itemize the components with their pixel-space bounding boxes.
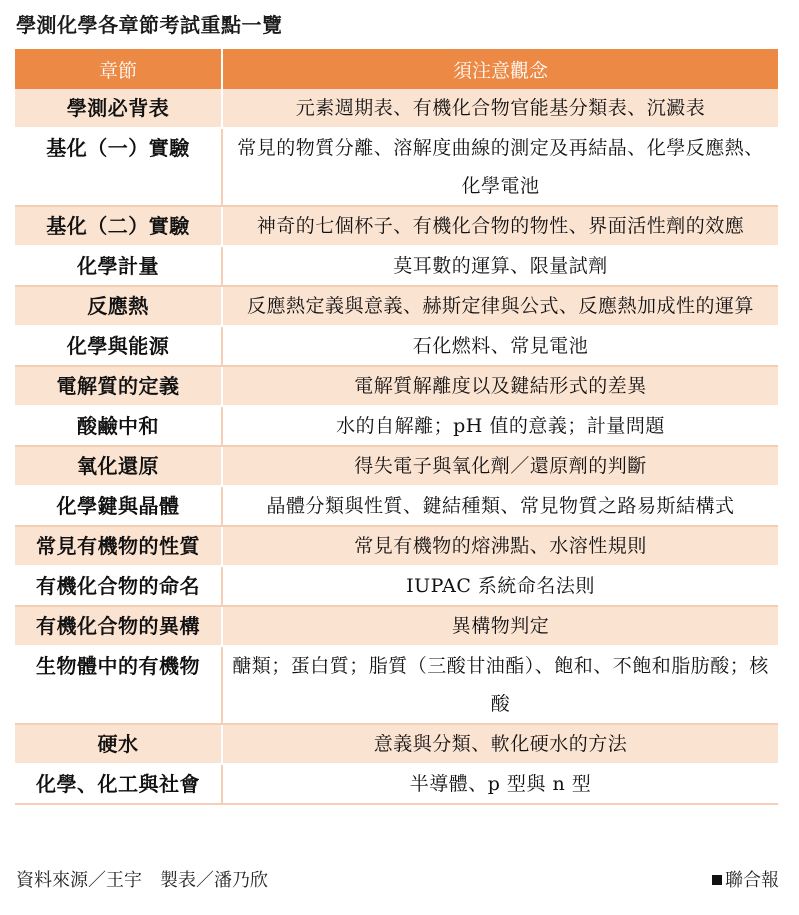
concept-cell: 水的自解離；pH 值的意義；計量問題 xyxy=(222,406,778,446)
table-row xyxy=(15,446,778,486)
table-row xyxy=(15,606,778,646)
column-header-chapter: 章節 xyxy=(15,49,222,89)
chapter-cell: 酸鹼中和 xyxy=(15,406,222,446)
topics-table xyxy=(15,49,778,805)
table-row xyxy=(15,526,778,566)
chapter-cell: 生物體中的有機物 xyxy=(15,646,222,724)
chapter-cell: 基化（二）實驗 xyxy=(15,206,222,246)
topics-table-container xyxy=(15,49,778,805)
chapter-cell: 化學鍵與晶體 xyxy=(15,486,222,526)
table-row xyxy=(15,326,778,366)
table-row xyxy=(15,406,778,446)
table-row xyxy=(15,566,778,606)
concept-cell: 莫耳數的運算、限量試劑 xyxy=(222,246,778,286)
chapter-cell: 化學與能源 xyxy=(15,326,222,366)
chapter-cell: 化學計量 xyxy=(15,246,222,286)
table-header-row xyxy=(15,49,778,89)
chapter-cell: 氧化還原 xyxy=(15,446,222,486)
chapter-cell: 化學、化工與社會 xyxy=(15,764,222,804)
concept-cell: 異構物判定 xyxy=(222,606,778,646)
concept-cell: 得失電子與氧化劑／還原劑的判斷 xyxy=(222,446,778,486)
publisher-name: 聯合報 xyxy=(725,870,779,891)
concept-cell: 晶體分類與性質、鍵結種類、常見物質之路易斯結構式 xyxy=(222,486,778,526)
concept-cell: 反應熱定義與意義、赫斯定律與公式、反應熱加成性的運算 xyxy=(222,286,778,326)
chapter-cell: 硬水 xyxy=(15,724,222,764)
table-row xyxy=(15,246,778,286)
concept-cell: 常見的物質分離、溶解度曲線的測定及再結晶、化學反應熱、化學電池 xyxy=(222,128,778,206)
concept-cell: 電解質解離度以及鍵結形式的差異 xyxy=(222,366,778,406)
source-credit: 資料來源／王宇 製表／潘乃欣 xyxy=(16,870,268,891)
concept-cell: 元素週期表、有機化合物官能基分類表、沉澱表 xyxy=(222,89,778,128)
table-row xyxy=(15,646,778,724)
table-row xyxy=(15,366,778,406)
table-row xyxy=(15,486,778,526)
table-body xyxy=(15,89,778,804)
black-square-icon xyxy=(712,875,722,885)
page-title: 學測化學各章節考試重點一覽 xyxy=(16,13,283,37)
table-row xyxy=(15,724,778,764)
chapter-cell: 有機化合物的命名 xyxy=(15,566,222,606)
concept-cell: 半導體、p 型與 n 型 xyxy=(222,764,778,804)
chapter-cell: 反應熱 xyxy=(15,286,222,326)
table-row xyxy=(15,764,778,804)
chapter-cell: 常見有機物的性質 xyxy=(15,526,222,566)
column-header-concepts: 須注意觀念 xyxy=(222,49,778,89)
table-row xyxy=(15,89,778,128)
table-row xyxy=(15,286,778,326)
chapter-cell: 基化（一）實驗 xyxy=(15,128,222,206)
concept-cell: 意義與分類、軟化硬水的方法 xyxy=(222,724,778,764)
concept-cell: 醣類；蛋白質；脂質（三酸甘油酯）、飽和、不飽和脂肪酸；核酸 xyxy=(222,646,778,724)
publisher-credit xyxy=(712,866,779,896)
concept-cell: 神奇的七個杯子、有機化合物的物性、界面活性劑的效應 xyxy=(222,206,778,246)
concept-cell: IUPAC 系統命名法則 xyxy=(222,566,778,606)
table-row xyxy=(15,128,778,206)
chapter-cell: 電解質的定義 xyxy=(15,366,222,406)
table-row xyxy=(15,206,778,246)
chapter-cell: 有機化合物的異構 xyxy=(15,606,222,646)
concept-cell: 常見有機物的熔沸點、水溶性規則 xyxy=(222,526,778,566)
concept-cell: 石化燃料、常見電池 xyxy=(222,326,778,366)
chapter-cell: 學測必背表 xyxy=(15,89,222,128)
